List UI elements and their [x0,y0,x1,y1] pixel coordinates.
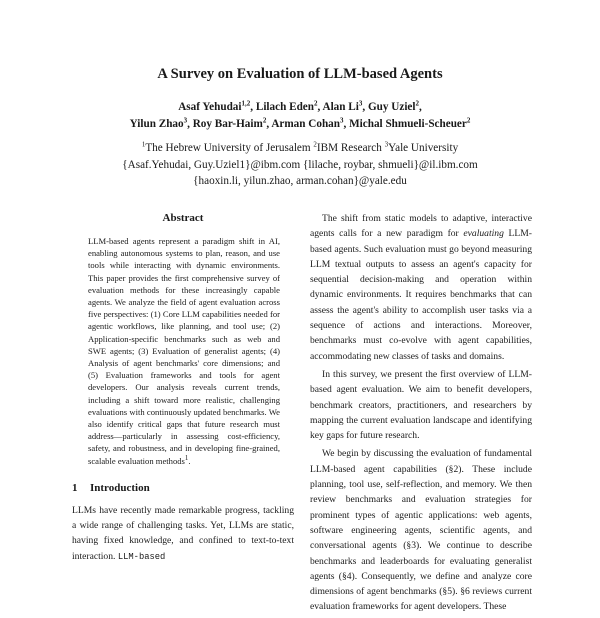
author-affil-mark: 2 [314,99,318,108]
author-line-2: Yilun Zhao$^3$, Roy Bar-Haim$^2$, Arman Cohan$^3$, Michal Shmueli-Scheuer$^2$ [129,116,471,130]
right-column [310,211,532,618]
abstract-end: . [188,455,191,466]
author-affil-mark: 3 [358,99,363,108]
abstract-body [72,235,294,467]
footnote-mark: 1 [184,453,189,462]
section-number: 1 [72,481,78,494]
author-affil-mark: 1,2 [241,99,251,108]
institution-name: Yale University [388,142,459,154]
author-affil-mark: 3 [340,116,344,125]
author-list [0,99,600,133]
abstract-heading: Abstract [162,212,204,224]
author-name: Asaf Yehudai [178,101,242,113]
paper-title: A Survey on Evaluation of LLM-based Agents [157,66,443,82]
paragraph: In this survey, we present the first overview of LLM-based agent evaluation. We aim to benefit developers, benchmark creators, practitioners, and researchers by mapping the current evaluation landscape and identifying key gaps for future research. [310,368,532,442]
institution-name: The Hebrew University of Jerusalem [145,142,311,154]
paragraph-text: LLM-based agents. Such evaluation must go beyond measuring LLM textual outputs to assess an agent's capacity for sequential decision-making and operation within dynamic environments. It requires benchmarks that can assess the agent's ability to accomplish user tasks via a sequence of actions and interactions. Moreover, benchmarks must co-evolve with agent capabilities, accommodating new classes of tasks and domains. [310,228,532,362]
author-affil-mark: 3 [183,116,188,125]
author-name: Lilach Eden [255,101,314,113]
author-affil-mark: 2 [262,116,267,125]
author-affil-mark: 2 [466,116,471,125]
intro-text: LLMs have recently made remarkable progress, tackling a wide range of challenging tasks. Yet, LLMs are static, having fixed knowledge, and confined to text-to-text interaction. [72,504,294,562]
author-name: Michal Shmueli-Scheuer [349,118,467,130]
paragraph [310,211,532,364]
affiliations [0,140,600,190]
email-line: {haoxin.li, yilun.zhao, arman.cohan}@yale.edu [193,175,407,187]
abstract-text: LLM-based agents represent a paradigm shift in AI, enabling autonomous systems to plan, reason, and use tools while interacting with dynamic environments. This paper provides the first comprehensive survey of evaluation methods for these increasingly capable agents. We analyze the field of agent evaluation across five perspectives: (1) Core LLM capabilities needed for agentic workflows, like planning, and tool use; (2) Application-specific benchmarks such as web and SWE agents; (3) Evaluation of generalist agents; (4) Analysis of agent benchmarks' core dimensions; and (5) Evaluation frameworks and tools for agent developers. Our analysis reveals current trends, including a shift toward more realistic, challenging evaluations with continuously updated benchmarks. We also identify critical gaps that future research must address—particularly in assessing cost-efficiency, safety, and robustness, and in developing fine-grained, scalable evaluation methods [88,236,280,466]
affil-mark: 3 [384,140,389,149]
section-heading-introduction [72,481,294,495]
intro-mono-text: LLM-based [117,551,166,562]
institution-name: IBM Research [316,142,382,154]
author-name: Roy Bar-Haim [192,118,263,130]
affil-mark: 2 [313,140,317,149]
section-title: Introduction [90,481,150,494]
author-name: Yilun Zhao [129,118,184,130]
paragraph: We begin by discussing the evaluation of fundamental LLM-based agent capabilities (§2). These include planning, tool use, self-reflection, and memory. We then review benchmarks and evaluation strategies for prominent types of agentic applications: web agents, software engineering agents, scientific agents, and conversational agents (§3). We continue to describe benchmarks and leaderboards for evaluating generalist agents (§4). Consequently, we define and analyze core dimensions of agent benchmarks (§5). §6 reviews current evaluation frameworks for agent developers. These [310,448,532,613]
affil-mark: 1 [141,140,146,149]
author-line-1: Asaf Yehudai$^{1,2}$, Lilach Eden$^2$, Alan Li$^3$, Guy Uziel$^2$, [178,99,422,113]
paragraph-text: The shift from static models to adaptive, interactive agents calls for a new paradigm for [310,213,532,240]
left-column [72,211,294,568]
author-affil-mark: 2 [415,99,419,108]
author-name: Alan Li [322,101,359,113]
author-name: Arman Cohan [271,118,340,130]
institution-line [0,140,600,157]
italic-text: evaluating [463,228,504,240]
author-name: Guy Uziel [367,101,416,113]
email-line: {Asaf.Yehudai, Guy.Uziel1}@ibm.com {lilache, roybar, shmueli}@il.ibm.com [122,158,478,171]
intro-paragraph [72,503,294,565]
